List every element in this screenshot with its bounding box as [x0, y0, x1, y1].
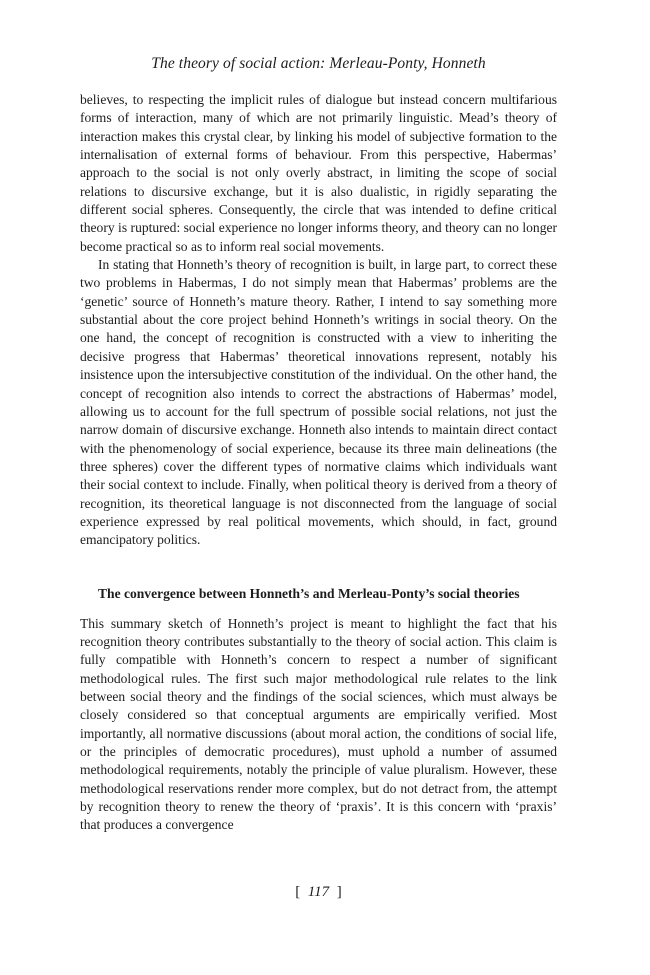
section-heading: The convergence between Honneth’s and Merleau-Ponty’s social theories — [98, 585, 520, 601]
folio-number: 117 — [307, 884, 330, 900]
body-text — [80, 91, 557, 835]
folio-bracket-close: ] — [336, 884, 342, 900]
folio-bracket-open: [ — [295, 884, 301, 900]
paragraph-continuation: believes, to respecting the implicit rules of dialogue but instead concern multifarious forms of interaction, many of which are not primarily linguistic. Mead’s theory of interaction makes this crystal clear, by linking his model of subjective formation to the internalisation of external forms of behaviour. From this perspective, Habermas’ approach to the social is not only overly abstract, in limiting the scope of social relations to discursive exchange, but it is also dualistic, in rigidly separating the different social spheres. Consequently, the circle that was intended to define critical theory is ruptured: social experience no longer informs theory, and theory can no longer become practical so as to inform real social movements. — [80, 92, 557, 254]
paragraph-recognition: In stating that Honneth’s theory of recognition is built, in large part, to correct these two problems in Habermas, I do not simply mean that Habermas’ problems are the ‘genetic’ source of Honneth’s mature theory. Rather, I intend to say something more substantial about the core project behind Honneth’s writings in social theory. On the one hand, the concept of recognition is constructed with a view to inheriting the decisive progress that Habermas’ theoretical innovations represent, notably his insistence upon the intersubjective constitution of the individual. On the other hand, the concept of recognition also intends to correct the abstractions of Habermas’ model, allowing us to account for the full spectrum of possible social relations, not just the narrow domain of discursive exchange. Honneth also intends to maintain direct contact with the phenomenology of social experience, because its three main delineations (the three spheres) cover the different types of normative claims which individuals want their social context to include. Finally, when political theory is derived from a theory of recognition, its theoretical language is not disconnected from the language of social experience expressed by real political movements, which should, in fact, ground emancipatory politics. — [80, 257, 557, 548]
page-number — [80, 883, 557, 901]
paragraph-section-intro: This summary sketch of Honneth’s project is meant to highlight the fact that his recognition theory contributes substantially to the theory of social action. This claim is fully compatible with Honneth’s concern to respect a number of significant methodological rules. The first such major methodological rule relates to the link between social theory and the findings of the social sciences, which must always be closely considered so that conceptual arguments are empirically verified. Most importantly, all normative discussions (about moral action, the conditions of social life, or the principles of democratic procedures), must uphold a number of assumed methodological requirements, notably the principle of value pluralism. However, these methodological reservations render more complex, but do not detract from, the attempt by recognition theory to renew the theory of ‘praxis’. It is this concern with ‘praxis’ that produces a convergence — [80, 615, 557, 833]
running-head: The theory of social action: Merleau-Ponty, Honneth — [151, 55, 486, 72]
